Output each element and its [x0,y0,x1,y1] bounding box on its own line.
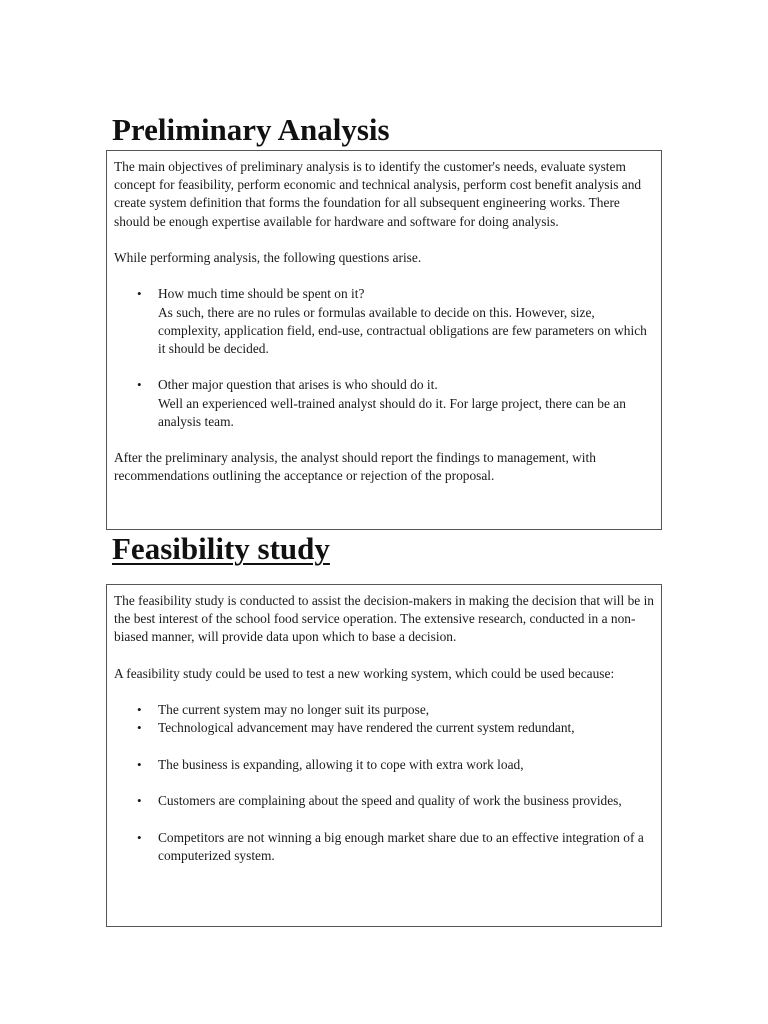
preliminary-intro-paragraph: The main objectives of preliminary analysis is to identify the customer's needs, evaluate system concept for feasibility, perform economic and technical analysis, perform cost benefit analysis and create system definition that forms the foundation for all subsequent engineering works. There should be enough expertise available for hardware and software for doing analysis. [114,159,642,229]
list-item: • Technological advancement may have rendered the current system redundant, [158,719,654,737]
list-item: • Customers are complaining about the speed and quality of work the business provides, [158,792,654,810]
preliminary-analysis-box [106,150,662,530]
feasibility-lead-paragraph: A feasibility study could be used to test a new working system, which could be used because: [114,665,615,681]
preliminary-questions-list [114,285,654,431]
list-item: • Competitors are not winning a big enough market share due to an effective integration of a computerized system. [158,829,654,865]
question-text: • Other major question that arises is who should do it. [158,377,438,393]
list-item: • The business is expanding, allowing it to cope with extra work load, [158,756,654,774]
list-item: • The current system may no longer suit its purpose, [158,701,654,719]
feasibility-reasons-list [114,701,654,865]
list-item [158,285,654,358]
answer-text: As such, there are no rules or formulas available to decide on this. However, size, complexity, application field, end-use, contractual obligations are few parameters on which it should be decided. [158,304,647,356]
feasibility-study-box [106,584,662,927]
question-text: • How much time should be spent on it? [158,286,365,302]
preliminary-closing-paragraph: After the preliminary analysis, the analyst should report the findings to management, with recommendations outlining the acceptance or rejection of the proposal. [114,450,596,484]
feasibility-study-heading: Feasibility study [112,531,330,566]
answer-text: Well an experienced well-trained analyst should do it. For large project, there can be an analysis team. [158,395,626,429]
list-item [158,376,654,431]
preliminary-analysis-heading: Preliminary Analysis [112,112,390,147]
feasibility-intro-paragraph: The feasibility study is conducted to assist the decision-makers in making the decision that will be in the best interest of the school food service operation. The extensive research, conducted in a non-biased manner, will provide data upon which to base a decision. [114,593,654,645]
preliminary-lead-paragraph: While performing analysis, the following questions arise. [114,250,422,265]
